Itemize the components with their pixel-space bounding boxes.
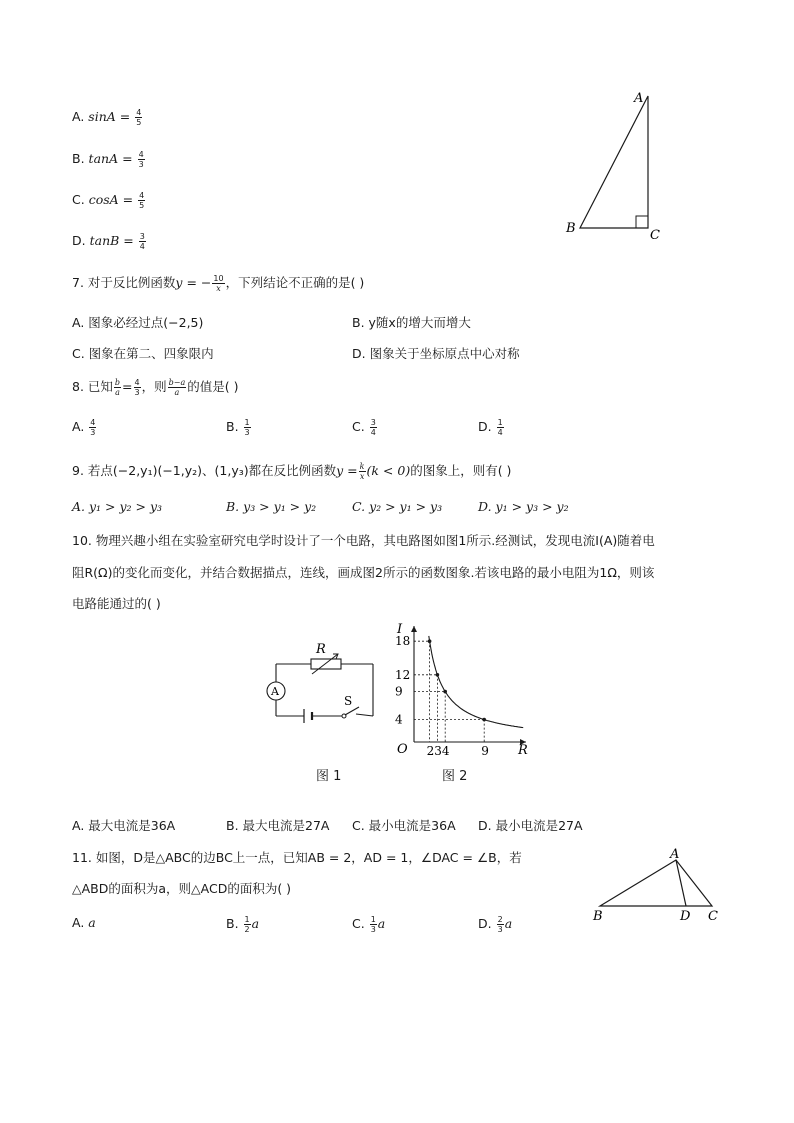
fraction: $\frac{10}{x}$ [213, 274, 224, 293]
x-axis-label: R [518, 743, 528, 756]
inverse-curve [429, 636, 523, 728]
triangle-abc [600, 860, 712, 906]
q6-option-b: B. tanA = $\frac{4}{3}$ [72, 150, 144, 169]
q10-stem-line3: 电路能通过的( ) [72, 596, 161, 611]
q10-option-a: A. 最大电流是36A [72, 818, 176, 833]
fraction: $\frac{1}{3}$ [244, 418, 250, 437]
triangle-abc [580, 96, 648, 228]
vertex-a-label: A [634, 91, 644, 106]
data-point [443, 690, 447, 694]
q8-option-d: D. $\frac{1}{4}$ [478, 418, 503, 437]
q9-option-a: A. y₁ > y₂ > y₃ [72, 499, 163, 514]
fraction: $\frac{3}{4}$ [370, 418, 376, 437]
resistor-symbol [311, 659, 341, 669]
vertex-c-label: C [708, 909, 718, 924]
q7-option-c: C. 图象在第二、四象限内 [72, 346, 214, 361]
fraction: $\frac{4}{3}$ [134, 378, 140, 397]
q10-stem-line1: 10. 物理兴趣小组在实验室研究电学时设计了一个电路，其电路图如图1所示.经测试，发现电流I(A)随着电 [72, 533, 655, 548]
q8-stem: 8. 已知 $\frac{b}{a}$ = $\frac{4}{3}$ ，则 $\frac{b-a}{a}$ 的值是( ) [72, 378, 239, 397]
x-tick-label: 9 [481, 744, 489, 756]
y-axis-label: I [397, 622, 403, 637]
fraction: $\frac{4}{3}$ [138, 150, 144, 169]
fraction: $\frac{2}{3}$ [497, 915, 503, 934]
ammeter-label: A [271, 685, 279, 698]
q6-option-c: C. cosA = $\frac{4}{5}$ [72, 191, 145, 210]
switch-label: S [344, 694, 353, 708]
q8-option-b: B. $\frac{1}{3}$ [226, 418, 250, 437]
fraction: $\frac{1}{4}$ [497, 418, 503, 437]
y-tick-label: 9 [395, 684, 403, 699]
q11-option-c: C. $\frac{1}{3}$ a [352, 915, 386, 934]
vertex-b-label: B [593, 909, 603, 924]
q7-option-d: D. 图象关于坐标原点中心对称 [352, 346, 520, 361]
q9-stem: 9. 若点(−2,y₁)(−1,y₂)、(1,y₃)都在反比例函数y = $\frac{k}{x}$ (k < 0)的图象上，则有( ) [72, 462, 512, 481]
q7-option-a: A. 图象必经过点(−2,5) [72, 315, 204, 330]
q10-option-b: B. 最大电流是27A [226, 818, 330, 833]
q8-option-c: C. $\frac{3}{4}$ [352, 418, 376, 437]
origin-label: O [397, 742, 408, 756]
q10-option-c: C. 最小电流是36A [352, 818, 456, 833]
fraction: $\frac{4}{5}$ [139, 191, 145, 210]
q6-triangle-figure [560, 88, 670, 243]
q9-option-d: D. y₁ > y₃ > y₂ [478, 499, 569, 514]
fraction: $\frac{4}{3}$ [90, 418, 96, 437]
q11-option-b: B. $\frac{1}{2}$ a [226, 915, 260, 934]
q9-option-c: C. y₂ > y₁ > y₃ [352, 499, 443, 514]
q6-option-a: A. sinA = $\frac{4}{5}$ [72, 108, 142, 127]
fraction: $\frac{3}{4}$ [139, 232, 145, 251]
q11-option-d: D. $\frac{2}{3}$ a [478, 915, 513, 934]
fraction: $\frac{1}{2}$ [244, 915, 250, 934]
vertex-b-label: B [566, 221, 576, 236]
q10-stem-line2: 阻R(Ω)的变化而变化，并结合数据描点，连线，画成图2所示的函数图象.若该电路的最小电阻为1Ω，则该 [72, 565, 655, 580]
q8-option-a: A. $\frac{4}{3}$ [72, 418, 96, 437]
y-tick-label: 4 [395, 712, 403, 727]
figure-1-caption: 图 1 [316, 769, 342, 784]
q9-option-b: B. y₃ > y₁ > y₂ [226, 499, 317, 514]
q10-function-graph [388, 614, 534, 756]
q11-stem-line1: 11. 如图，D是△ABC的边BC上一点，已知AB = 2，AD = 1，∠DAC = ∠B，若 [72, 850, 522, 865]
data-point [436, 673, 440, 677]
fraction: $\frac{b-a}{a}$ [168, 378, 186, 397]
data-point [482, 718, 486, 722]
fraction: $\frac{1}{3}$ [370, 915, 376, 934]
vertex-a-label: A [670, 847, 680, 862]
fraction: $\frac{b}{a}$ [114, 378, 121, 397]
x-tick-label: 234 [426, 744, 450, 756]
right-angle-mark [636, 216, 648, 228]
q11-stem-line2: △ABD的面积为a，则△ACD的面积为( ) [72, 881, 292, 896]
data-point [428, 639, 432, 643]
point-d-label: D [680, 909, 691, 924]
fraction: $\frac{k}{x}$ [359, 462, 365, 481]
vertex-c-label: C [650, 228, 660, 243]
q7-option-b: B. y随x的增大而增大 [352, 315, 471, 330]
q11-option-a: A. a [72, 915, 96, 930]
y-tick-label: 12 [395, 667, 411, 682]
figure-2-caption: 图 2 [442, 769, 468, 784]
q10-circuit-figure [256, 636, 386, 726]
y-tick-label: 18 [395, 634, 411, 649]
q7-stem: 7. 对于反比例函数y = − $\frac{10}{x}$ ，下列结论不正确的是( ) [72, 274, 365, 293]
resistor-label: R [316, 642, 326, 657]
q11-triangle-figure [588, 846, 728, 926]
q6-option-d: D. tanB = $\frac{3}{4}$ [72, 232, 145, 251]
q10-option-d: D. 最小电流是27A [478, 818, 583, 833]
fraction: $\frac{4}{5}$ [136, 108, 142, 127]
